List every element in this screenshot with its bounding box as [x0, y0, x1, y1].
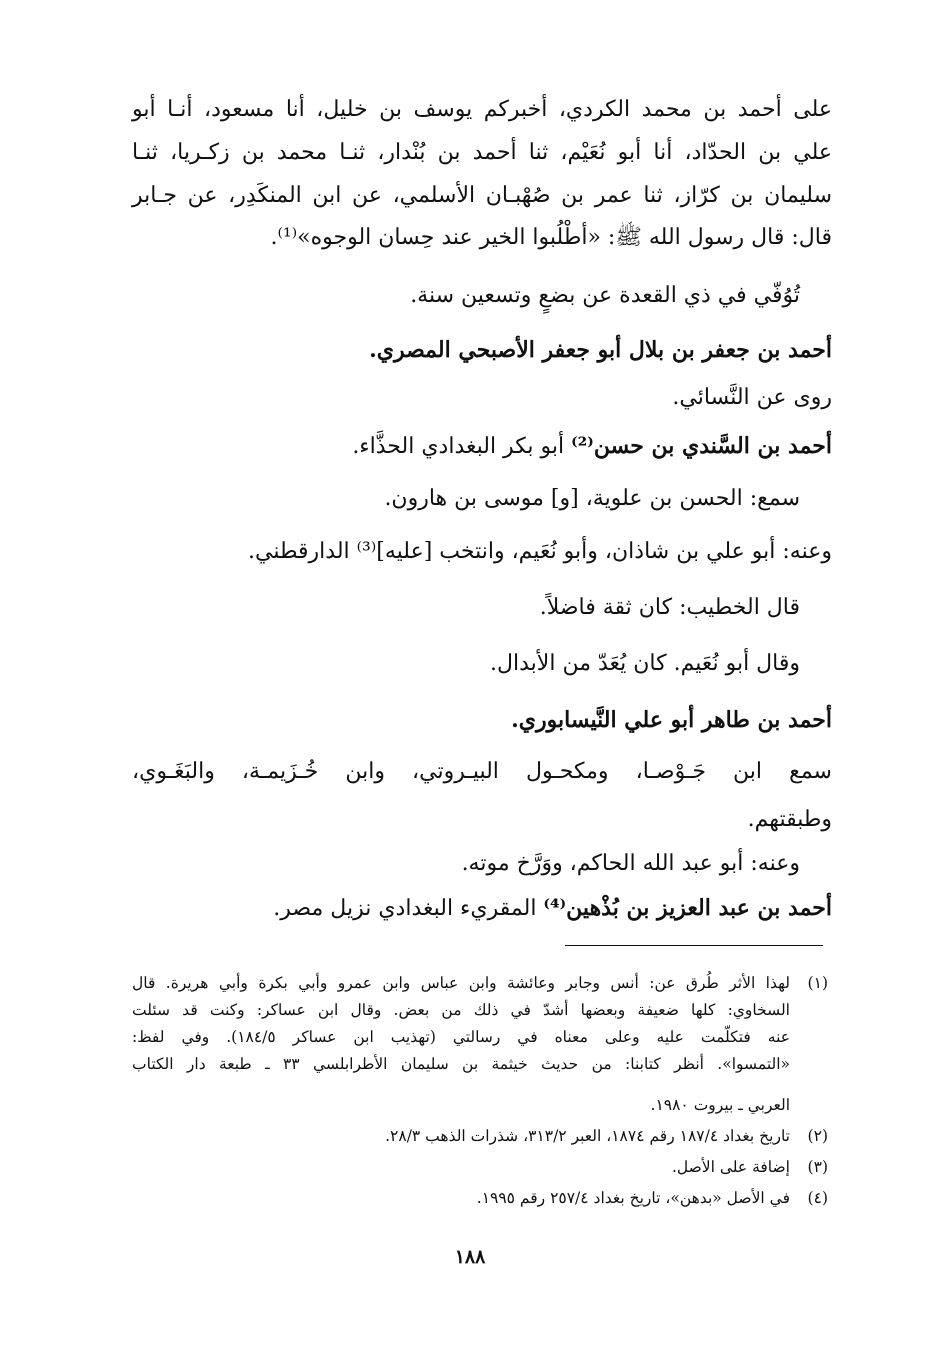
body-line-1: على أحمد بن محمد الكردي، أخبركم يوسف بن خليل، أنا مسعود، أنـا أبو [132, 97, 832, 122]
body-line-4: قال: قال رسول الله ﷺ: «أطْلُبوا الخير عند حِسان الوجوه»⁽¹⁾. [270, 225, 832, 250]
footnote-2-line-1: تاريخ بغداد ١٨٧/٤ رقم ١٨٧٤، العبر ٣١٣/٢، شذرات الذهب ٢٨/٣. [385, 1127, 790, 1145]
entry-3-line-1: سمع ابن جَـوْصـا، ومكحـول البيـروتي، وابن خُـزَيمـة، والبَغَـوي، [132, 759, 832, 784]
entry-heading-2-rest: أبو بكر البغدادي الحذَّاء. [352, 434, 572, 459]
entry-3-line-3: وعنه: أبو عبد الله الحاكم، ووَرَّخ موته. [461, 851, 800, 876]
footnote-3-number: (٣) [807, 1158, 828, 1176]
footnote-1-line-3: عنه فتكلّمت عليه وعلى معناه في رسالتي (تهذيب ابن عساكر ١٨٤/٥). وفي لفظ: [132, 1028, 790, 1046]
entry-2-line-3: قال الخطيب: كان ثقة فاضلاً. [539, 595, 800, 620]
footnote-1-number: (١) [807, 974, 828, 992]
footnote-1-line-5: العربي ـ بيروت ١٩٨٠. [650, 1096, 790, 1114]
entry-heading-4 [273, 888, 832, 929]
footnote-1-line-1: لهذا الأثر طُرق عن: أنس وجابر وعائشة وابن عباس وابن عمرو وأبي بكرة وأبي هريرة. قال [132, 974, 790, 992]
footnote-1-line-2: السخاوي: كلها ضعيفة وبعضها أشدّ في ذلك من بعض. وقال ابن عساكر: وكنت قد سئلت [132, 1001, 790, 1019]
entry-2-line-1: سمع: الحسن بن علوية، [و] موسى بن هارون. [384, 486, 800, 511]
footnote-1-line-4: «التمسوا». أنظر كتابنا: من حديث خيثمة بن سليمان الأطرابلسي ٣٣ ـ طبعة دار الكتاب [132, 1055, 791, 1073]
death-line: تُوُفّي في ذي القعدة عن بضعٍ وتسعين سنة. [410, 283, 800, 308]
entry-3-line-2: وطبقتهم. [747, 807, 832, 832]
body-line-2: علي بن الحدّاد، أنا أبو نُعَيْم، ثنا أحمد بن بُنْدار، ثنـا محمد بن زكـريا، ثنـا [132, 140, 832, 165]
entry-1-line: روى عن النَّسائي. [672, 385, 832, 410]
footnote-4-line-1: في الأصل «بدهن»، تاريخ بغداد ٢٥٧/٤ رقم ١٩٩٥. [476, 1189, 790, 1207]
entry-2-line-4: وقال أبو نُعَيم. كان يُعَدّ من الأبدال. [490, 651, 800, 676]
entry-heading-2 [352, 426, 832, 467]
entry-heading-3: أحمد بن طاهر أبو علي النَّيسابوري. [511, 707, 832, 733]
entry-2-line-2: وعنه: أبو علي بن شاذان، وأبو نُعَيم، وانتخب [عليه]⁽³⁾ الدارقطني. [248, 539, 832, 564]
entry-heading-4-rest: المقريء البغدادي نزيل مصر. [273, 896, 544, 921]
footnote-2-number: (٢) [807, 1127, 828, 1145]
footnote-4-number: (٤) [807, 1189, 828, 1207]
entry-heading-2-name: أحمد بن السَّندي بن حسن⁽²⁾ [571, 433, 832, 459]
body-line-3: سليمان بن كرّاز، ثنا عمر بن صُهْبـان الأسلمي، عن ابن المنكَدِر، عن جـابر [132, 183, 832, 208]
entry-heading-1: أحمد بن جعفر بن بلال أبو جعفر الأصبحي المصري. [369, 337, 832, 363]
footnote-3-line-1: إضافة على الأصل. [671, 1158, 790, 1176]
page-number: ١٨٨ [454, 1246, 486, 1268]
footnote-separator [565, 945, 823, 946]
entry-heading-4-name: أحمد بن عبد العزيز بن بُذْهين⁽⁴⁾ [543, 895, 832, 921]
